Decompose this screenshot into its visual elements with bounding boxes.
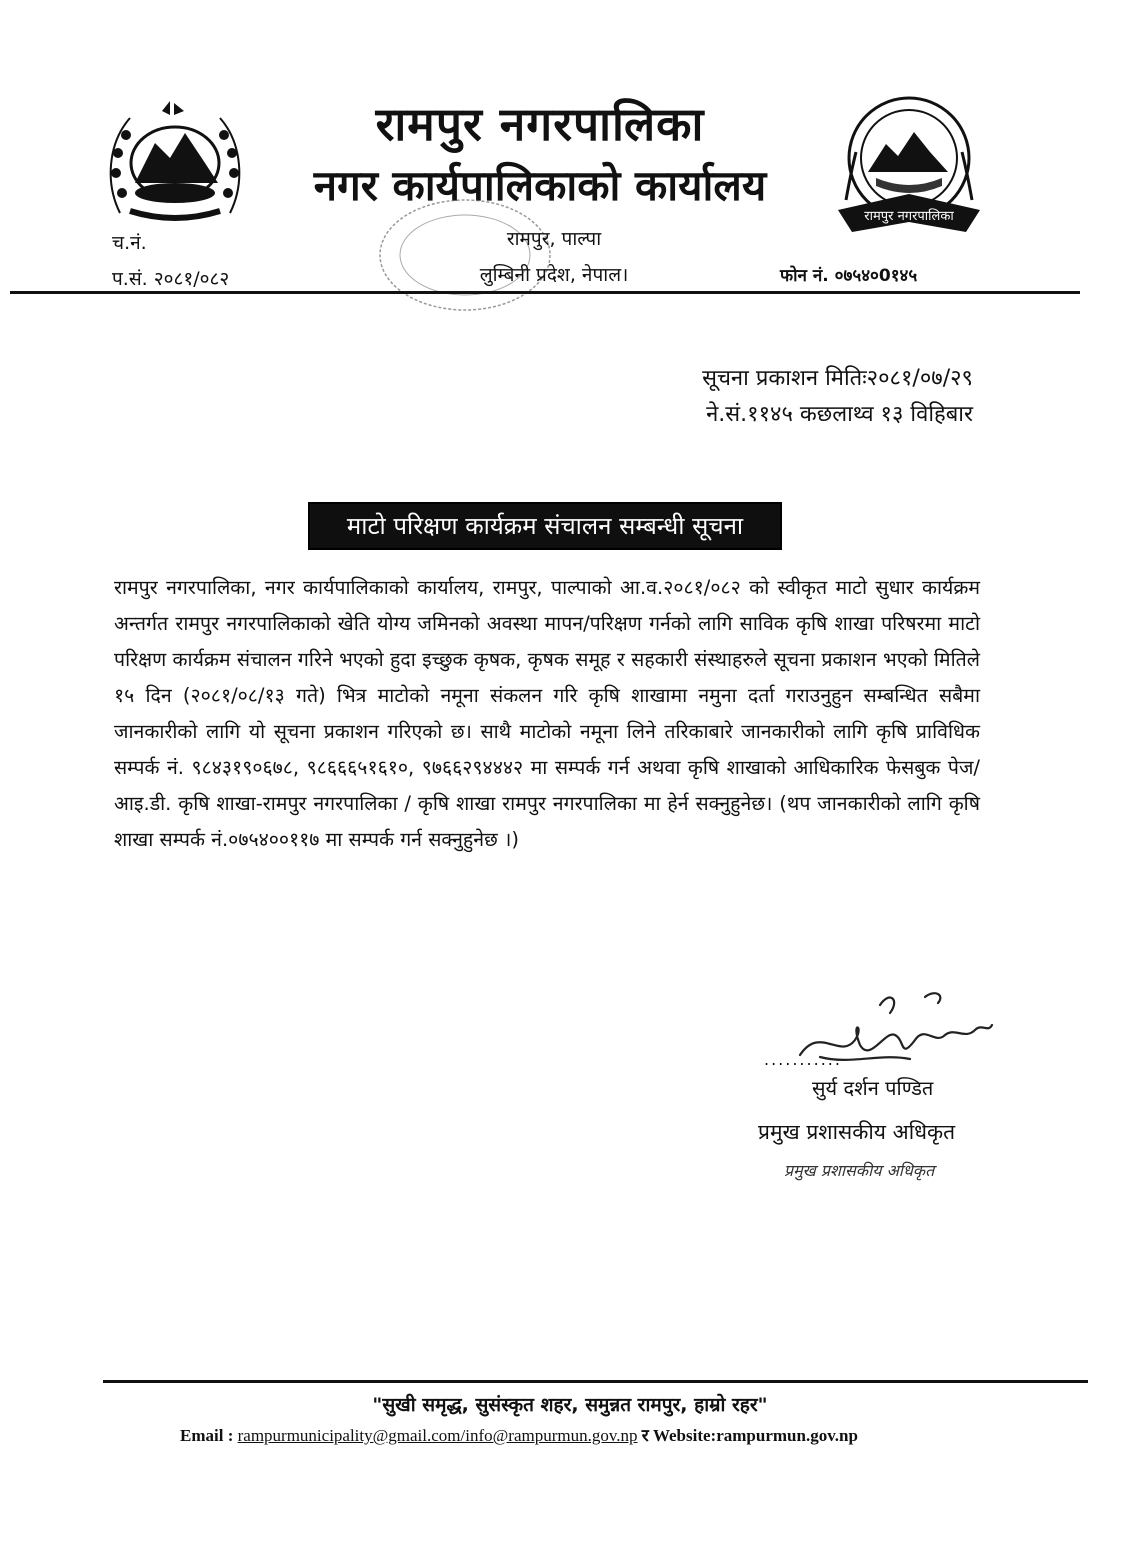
signatory-name: सुर्य दर्शन पण्डित (812, 1076, 934, 1100)
office-address-province: लुम्बिनी प्रदेश, नेपाल। (479, 264, 629, 286)
footer-divider (103, 1380, 1088, 1383)
notice-body: रामपुर नगरपालिका, नगर कार्यपालिकाको कार्यालय, रामपुर, पाल्पाको आ.व.२०८१/०८२ को स्वीकृत माटो सुधार कार्यक्रम अन्तर्गत रामपुर नगरपालिकाको खेति योग्य जमिनको अवस्था मापन/परिक्षण गर्नको लागि साविक कृषि शाखा परिषरमा माटो परिक्षण कार्यक्रम संचालन गरिने भएको हुदा इच्छुक कृषक, कृषक समूह र सहकारी संस्थाहरुले सूचना प्रकाशन भएको मितिले १५ दिन (२०८१/०८/१३ गते) भित्र माटोको नमूना संकलन गरि कृषि शाखामा नमुना दर्ता गराउनुहुन सम्बन्धित सबैमा जानकारीको लागि यो सूचना प्रकाशन गरिएको छ। साथै माटोको नमूना लिने तरिकाबारे जानकारीको लागि कृषि प्राविधिक सम्पर्क नं. ९८४३१९०६७८, ९८६६६५१६१०, ९७६६२९४४४२ मा सम्पर्क गर्न अथवा कृषि शाखाको आधिकारिक फेसबुक पेज/आइ.डी. कृषि शाखा-रामपुर नगरपालिका / कृषि शाखा रामपुर नगरपालिका मा हेर्न सक्नुहुनेछ। (थप जानकारीको लागि कृषि शाखा सम्पर्क नं.०७५४००११७ मा सम्पर्क गर्न सक्नुहुनेछ ।) (114, 576, 980, 851)
office-seal-stamp (370, 190, 560, 320)
office-phone: फोन नं. ०७५४०0१४५ (780, 266, 918, 286)
dispatch-number-label: च.नं. (112, 232, 147, 254)
email-link[interactable]: rampurmunicipality@gmail.com/info@rampurmun.gov.np (237, 1426, 638, 1445)
signatory-stamp: प्रमुख प्रशासकीय अधिकृत (784, 1161, 935, 1180)
publish-date: सूचना प्रकाशन मितिः२०८१/०७/२९ (702, 366, 973, 391)
nepal-emblem-logo (100, 93, 250, 225)
signature-line: ........... (764, 1050, 842, 1069)
municipality-motto: "सुखी समृद्ध, सुसंस्कृत शहर, समुन्नत रामपुर, हाम्रो रहर" (372, 1394, 768, 1416)
notice-title: माटो परिक्षण कार्यक्रम संचालन सम्बन्धी सूचना (308, 502, 782, 550)
logo-ribbon-text: रामपुर नगरपालिका (864, 209, 954, 224)
municipality-logo (826, 82, 992, 248)
contact-separator: र (637, 1426, 653, 1445)
nepal-sambat-date: ने.सं.११४५ कछलाथ्व १३ विहिबार (706, 402, 973, 427)
email-label: Email : (180, 1426, 238, 1445)
footer-contact (180, 1424, 960, 1448)
office-name: नगर कार्यपालिकाको कार्यालय (313, 161, 767, 210)
signatory-title: प्रमुख प्रशासकीय अधिकृत (758, 1120, 956, 1144)
header-divider (10, 291, 1080, 294)
website-link[interactable]: Website:rampurmun.gov.np (652, 1426, 858, 1445)
office-address-city: रामपुर, पाल्पा (506, 228, 602, 250)
municipality-name: रामपुर नगरपालिका (375, 97, 705, 151)
letter-reference-number: प.सं. २०८१/०८२ (112, 268, 230, 290)
